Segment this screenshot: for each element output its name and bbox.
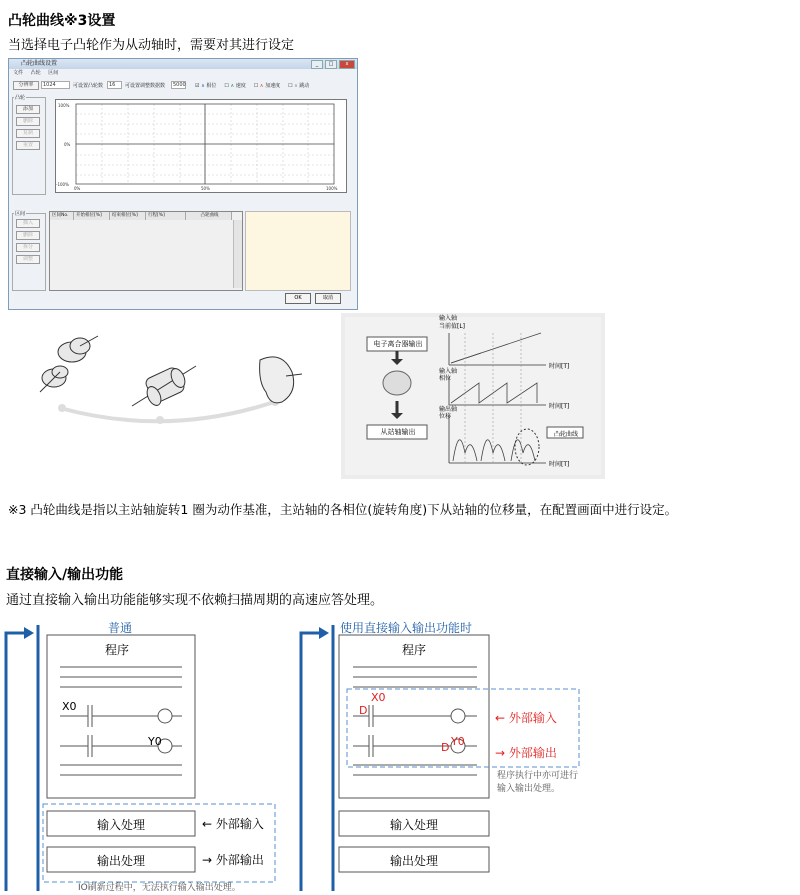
col-cam-curve[interactable]: 凸轮曲线 [186,212,232,220]
curve-preview-panel [245,211,351,291]
cam-count-label: 可设置凸轮数 [73,83,104,89]
phase-checkbox[interactable]: ☑ ∧ 相位 [195,83,217,89]
col-end-phase[interactable]: 结束相位[%] [110,212,146,220]
window-controls [311,60,355,69]
minimize-icon[interactable]: _ [311,60,323,69]
clutch-icon [132,366,196,408]
normal-note: IO刷新过程中，无法执行输入输出处理。 [78,883,241,893]
cancel-button[interactable]: 取消 [315,293,341,304]
display-checkboxes [195,82,309,89]
direct-d-input-label: D [359,704,368,717]
cam-setting-window [8,58,358,310]
window-title: 凸轮曲线设置 [9,59,357,69]
speed-checkbox[interactable]: ☐ ∧ 速度 [224,83,246,89]
mechanism-illustration [20,320,320,430]
axis2-label: 输入轴 相位 [439,368,458,382]
gear-icon [40,336,98,392]
direct-title: 使用直接输入输出功能时 [340,621,473,635]
cam-delete-button[interactable]: 删除 [16,117,40,126]
direct-y0-label: Y0 [451,735,465,748]
slave-output-label: 从站轴输出 [380,428,416,436]
col-stroke[interactable]: 行程[%] [146,212,186,220]
direct-input-process: 输入处理 [389,818,438,832]
cam-curve-label: 凸轮曲线 [553,431,578,438]
axis1-label: 输入轴 当前值[L] [439,315,466,330]
table-scrollbar[interactable] [233,220,242,288]
cam-footnote: ※3 凸轮曲线是指以主站轴旋转1 圈为动作基准，主站轴的各相位(旋转角度)下从站轴的位移量，在配置画面中进行设定。 [8,502,678,517]
menu-file[interactable]: 文件 [13,70,24,76]
normal-x0-label: X0 [62,700,77,713]
cam-graph-grid [56,100,346,192]
cam-timing-diagram [341,313,605,479]
y-tick-mid: 0% [64,142,71,147]
section-adjust-button[interactable]: 调整 [16,255,40,264]
section-table[interactable] [49,211,243,291]
ok-button[interactable]: OK [285,293,311,304]
direct-output-process: 输出处理 [389,854,438,868]
cam-timing-svg [341,313,605,479]
col-start-phase[interactable]: 开始相位[%] [74,212,110,220]
adjust-count-field[interactable]: 5000 [173,82,186,88]
accel-checkbox[interactable]: ☐ ∧ 加速度 [253,83,281,89]
axis3-label: 输出轴 位移 [439,406,458,420]
cam-disc-icon [383,371,411,395]
arc-connector [60,400,280,421]
cam-add-button[interactable]: 添加 [16,105,40,114]
cam-section-subtitle: 当选择电子凸轮作为从动轴时，需要对其进行设定 [8,38,295,53]
arc-dot-2 [156,416,164,424]
direct-io-subtitle: 通过直接输入输出功能能够实现不依赖扫描周期的高速应答处理。 [6,593,384,608]
adjust-count-label: 可设置调整数据数 [125,83,166,89]
section-group-label: 区间 [15,211,26,217]
normal-title: 普通 [107,621,132,635]
cam-reset-button[interactable]: 重置 [16,141,40,150]
time-label-2: 时间[T] [549,403,570,410]
section-insert-button[interactable]: 插入 [16,219,40,228]
section-delete-button[interactable]: 删除 [16,231,40,240]
x-tick-end: 100% [326,186,338,191]
jerk-checkbox[interactable]: ☐ ∧ 跳动 [288,83,310,89]
x-tick-start: 0% [74,186,81,191]
menu-bar [9,69,357,77]
menu-cam[interactable]: 凸轮 [30,70,41,76]
maximize-icon[interactable]: □ [325,60,337,69]
resolution-field[interactable]: 1024 [41,81,70,89]
direct-d-output-label: D [441,741,450,754]
cam-count-field[interactable]: 16 [107,81,122,89]
direct-note: 程序执行中亦可进行 输入输出处理。 [497,771,579,794]
col-section-no[interactable]: 区间No. [50,212,74,220]
y-tick-bottom: -100% [56,182,69,187]
menu-section[interactable]: 区间 [48,70,59,76]
x-tick-mid: 50% [201,186,210,191]
direct-ext-input: ← 外部输入 [495,711,557,725]
arc-dot-1 [58,404,66,412]
cam-group-label: 凸轮 [15,95,26,101]
close-icon[interactable]: x [339,60,355,69]
normal-input-process: 输入处理 [96,818,145,832]
cam-icon [260,357,302,403]
cam-section-title: 凸轮曲线※3设置 [8,13,116,29]
direct-x0-label: X0 [371,691,386,704]
direct-program-label: 程序 [402,643,427,657]
normal-ext-output: → 外部输出 [202,853,264,867]
direct-ext-output: → 外部输出 [495,746,557,760]
cam-copy-button[interactable]: 复制 [16,129,40,138]
normal-program-label: 程序 [105,643,130,657]
resolution-button[interactable]: 分辨率 [13,81,39,90]
section-split-button[interactable]: 拆分 [16,243,40,252]
time-label-3: 时间[T] [549,461,570,468]
y-tick-top: 100% [58,103,70,108]
cam-graph[interactable] [55,99,347,193]
normal-output-process: 输出处理 [96,854,145,868]
direct-io-title: 直接输入/输出功能 [6,567,124,583]
normal-y0-label: Y0 [148,735,162,748]
clutch-output-label: 电子离合器输出 [373,340,423,348]
normal-ext-input: ← 外部输入 [202,817,264,831]
time-label-1: 时间[T] [549,363,570,370]
